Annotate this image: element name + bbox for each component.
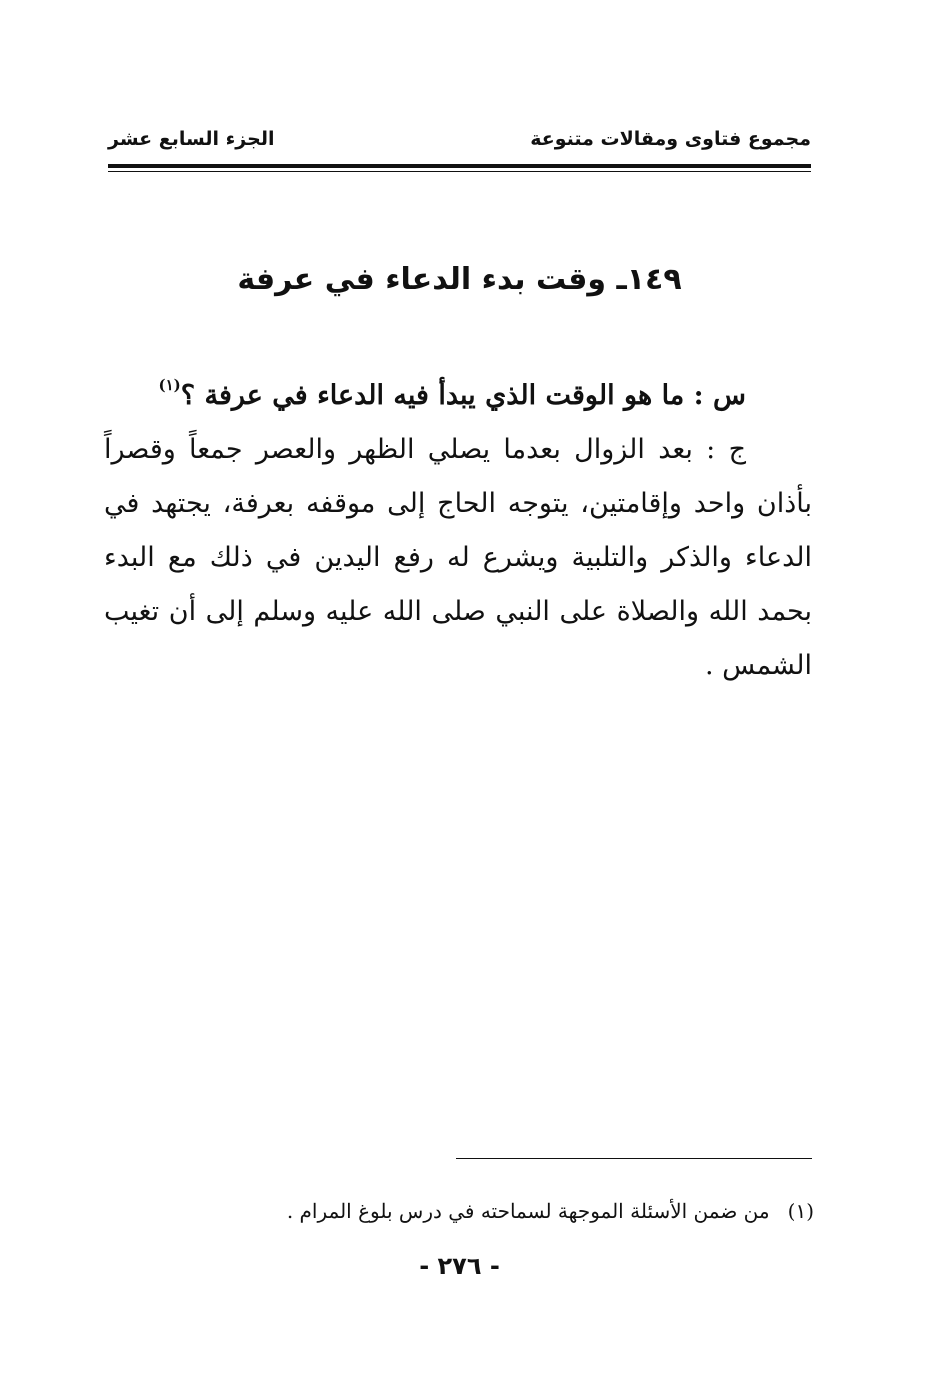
article-title: ١٤٩ـ وقت بدء الدعاء في عرفة: [237, 262, 682, 297]
page-number: - ٢٧٦ -: [419, 1252, 500, 1280]
question-answer-block: [104, 358, 812, 693]
volume-label: الجزء السابع عشر: [108, 128, 275, 150]
question-text: س : ما هو الوقت الذي يبدأ فيه الدعاء في عرفة ؟: [180, 380, 746, 411]
footnote-number: (١): [787, 1199, 814, 1223]
header-rule-thick: [108, 164, 811, 168]
footnote-rule: [456, 1158, 812, 1159]
question-paragraph: [104, 358, 812, 423]
header-rule-thin: [108, 171, 811, 172]
footnote-text: من ضمن الأسئلة الموجهة لسماحته في درس بلوغ المرام .: [286, 1199, 770, 1223]
running-header: [108, 128, 811, 158]
book-title: مجموع فتاوى ومقالات متنوعة: [530, 128, 811, 150]
footnote: [108, 1196, 814, 1226]
question-footnote-mark: (١): [158, 376, 181, 394]
answer-paragraph: ج : بعد الزوال بعدما يصلي الظهر والعصر جمعاً وقصراً بأذان واحد وإقامتين، يتوجه الحاج إلى موقفه بعرفة، يجتهد في الدعاء والذكر والتلبية ويشرع له رفع اليدين في ذلك مع البدء بحمد الله والصلاة على النبي صلى الله عليه وسلم إلى أن تغيب الشمس .: [104, 434, 812, 681]
